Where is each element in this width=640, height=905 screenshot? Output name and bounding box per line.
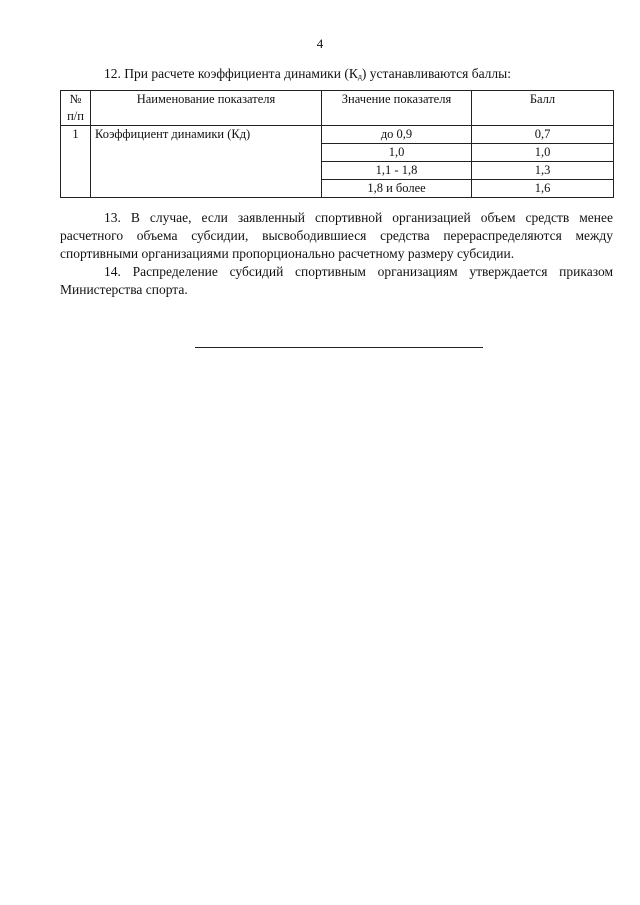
value-cell: 1,0 xyxy=(322,144,472,162)
body-text xyxy=(60,209,613,299)
page-number: 4 xyxy=(316,36,324,51)
value-cell: до 0,9 xyxy=(322,126,472,144)
closing-rule xyxy=(195,347,483,348)
score-cell: 1,0 xyxy=(472,144,614,162)
value-cell: 1,8 и более xyxy=(322,180,472,198)
header-name: Наименование показателя xyxy=(91,91,322,126)
dynamics-score-table xyxy=(60,90,614,198)
header-value: Значение показателя xyxy=(322,91,472,126)
table-row xyxy=(61,126,614,144)
row-name: Коэффициент динамики (Кд) xyxy=(91,126,322,198)
section-12-text-before: 12. При расчете коэффициента динамики (К xyxy=(104,66,358,81)
table-header-row xyxy=(61,91,614,126)
value-cell: 1,1 - 1,8 xyxy=(322,162,472,180)
score-cell: 1,6 xyxy=(472,180,614,198)
row-num: 1 xyxy=(61,126,91,198)
header-score: Балл xyxy=(472,91,614,126)
paragraph-14: 14. Распределение субсидий спортивным организациям утверждается приказом Министерства спорта. xyxy=(60,264,613,297)
score-cell: 0,7 xyxy=(472,126,614,144)
header-num: № п/п xyxy=(61,91,91,126)
section-12-text-after: ) устанавливаются баллы: xyxy=(361,66,511,81)
section-12-intro xyxy=(60,65,590,86)
score-cell: 1,3 xyxy=(472,162,614,180)
section-12-subscript: д xyxy=(357,72,362,81)
paragraph-13: 13. В случае, если заявленный спортивной организацией объем средств менее расчетного объема субсидии, высвободившиеся средства перераспределяются между спортивными организациями пропорционально расчетному размеру субсидии. xyxy=(60,210,613,261)
